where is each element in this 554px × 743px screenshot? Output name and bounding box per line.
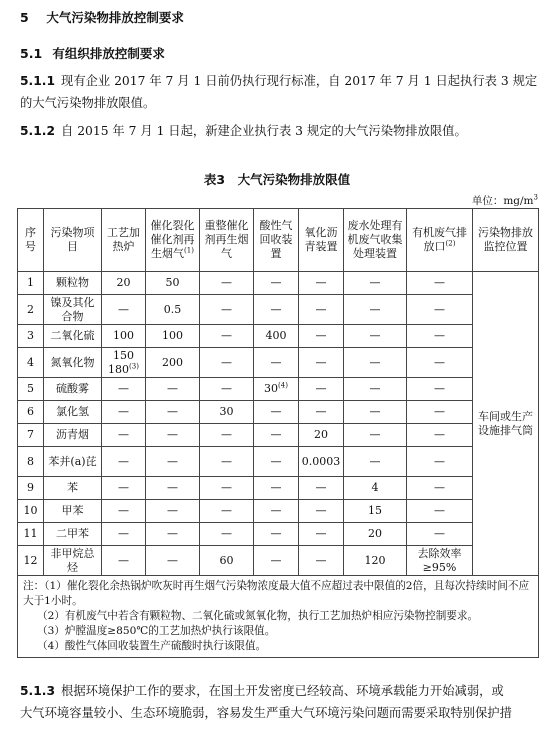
limit-value-cell: — xyxy=(407,348,473,378)
row-number-cell: 11 xyxy=(18,523,44,546)
limit-value-cell: 去除效率≥95% xyxy=(407,546,473,576)
pollutant-cell: 沥青烟 xyxy=(44,424,102,447)
limit-value-cell: — xyxy=(254,272,299,295)
row-number-cell: 10 xyxy=(18,500,44,523)
paragraph-text-line1: 根据环境保护工作的要求，在国土开发密度已经较高、环境承载能力开始减弱，或 xyxy=(61,684,504,698)
limit-value-cell: — xyxy=(200,500,254,523)
row-number-cell: 12 xyxy=(18,546,44,576)
limit-value-cell: — xyxy=(299,325,344,348)
header-cell: 重整催化剂再生烟气 xyxy=(200,209,254,272)
header-cell: 废水处理有机废气收集处理装置 xyxy=(344,209,407,272)
section-title: 大气污染物排放控制要求 xyxy=(46,10,184,25)
table-title: 表3 大气污染物排放限值 xyxy=(203,172,351,187)
limit-value-cell: — xyxy=(344,295,407,325)
row-number-cell: 5 xyxy=(18,378,44,401)
limit-value-cell: — xyxy=(102,447,146,477)
limit-value-cell: — xyxy=(200,523,254,546)
table-row xyxy=(18,378,539,401)
limit-value-cell: — xyxy=(200,477,254,500)
limit-value-cell: — xyxy=(407,378,473,401)
limit-value-cell: — xyxy=(200,447,254,477)
header-cell: 污染物排放监控位置 xyxy=(473,209,539,272)
limit-value-cell: — xyxy=(299,523,344,546)
paragraph-number: 5.1.3 xyxy=(20,684,56,698)
table-row xyxy=(18,295,539,325)
row-number-cell: 8 xyxy=(18,447,44,477)
limit-value-cell: — xyxy=(146,424,200,447)
limit-value-cell: — xyxy=(254,401,299,424)
limit-value-cell: — xyxy=(407,401,473,424)
limit-value-cell: — xyxy=(200,272,254,295)
pollutant-cell: 苯 xyxy=(44,477,102,500)
pollutant-cell: 颗粒物 xyxy=(44,272,102,295)
paragraph-number: 5.1.1 xyxy=(20,74,56,88)
limit-value-cell: — xyxy=(299,500,344,523)
limit-value-cell: — xyxy=(102,523,146,546)
limit-value-cell: 200 xyxy=(146,348,200,378)
section-number: 5 xyxy=(20,10,29,25)
limit-value-cell: 50 xyxy=(146,272,200,295)
limit-value-cell: — xyxy=(407,500,473,523)
limit-value-cell: — xyxy=(102,401,146,424)
paragraph-5-1-1 xyxy=(20,70,540,114)
pollutant-cell: 非甲烷总烃 xyxy=(44,546,102,576)
table-row xyxy=(18,348,539,378)
limit-value-cell: — xyxy=(344,447,407,477)
pollutant-cell: 甲苯 xyxy=(44,500,102,523)
monitor-location-cell: 车间或生产设施排气筒 xyxy=(473,272,539,576)
limit-value-alt: 180$^{(3)}$ xyxy=(108,361,139,376)
limit-value-cell: — xyxy=(299,348,344,378)
limit-value-cell: — xyxy=(146,500,200,523)
limit-value-cell: — xyxy=(344,348,407,378)
limit-value-cell: — xyxy=(102,546,146,576)
table-note: （2）有机废气中若含有颗粒物、二氧化硫或氮氧化物，执行工艺加热炉相应污染物控制要求。 xyxy=(37,610,479,622)
limit-value-cell: — xyxy=(344,401,407,424)
limit-value-cell: — xyxy=(407,424,473,447)
subsection-heading xyxy=(20,44,165,62)
limit-value-cell: — xyxy=(254,447,299,477)
limit-value-cell: 30 xyxy=(200,401,254,424)
header-cell: 工艺加热炉 xyxy=(102,209,146,272)
paragraph-text-line1: 现有企业 2017 年 7 月 1 日前仍执行现行标准，自 2017 年 7 月 1 日起执行表 3 规定 xyxy=(61,74,538,88)
limit-value-cell: — xyxy=(299,295,344,325)
table-row xyxy=(18,523,539,546)
table-unit: 单位：$mg/m^3$ xyxy=(471,193,538,207)
row-number-cell: 4 xyxy=(18,348,44,378)
limit-value-cell: — xyxy=(407,447,473,477)
limit-value-cell: — xyxy=(200,378,254,401)
limit-value-cell: — xyxy=(102,295,146,325)
limit-value-cell: — xyxy=(254,500,299,523)
table-note: （4）酸性气体回收装置生产硫酸时执行该限值。 xyxy=(37,640,267,652)
emission-limits-table xyxy=(17,208,539,658)
paragraph-text-line2: 的大气污染物排放限值。 xyxy=(20,96,156,110)
limit-value-cell: — xyxy=(344,272,407,295)
pollutant-cell: 二氧化硫 xyxy=(44,325,102,348)
limit-value-cell: 4 xyxy=(344,477,407,500)
limit-value-cell: — xyxy=(344,325,407,348)
limit-value-cell: 20 xyxy=(102,272,146,295)
limit-value-cell: — xyxy=(254,546,299,576)
header-cell: 污染物项目 xyxy=(44,209,102,272)
row-number-cell: 7 xyxy=(18,424,44,447)
limit-value-cell: — xyxy=(254,477,299,500)
pollutant-cell: 二甲苯 xyxy=(44,523,102,546)
limit-value-cell: — xyxy=(200,325,254,348)
row-number-cell: 9 xyxy=(18,477,44,500)
limit-value-cell: — xyxy=(102,477,146,500)
limit-value-cell: — xyxy=(299,401,344,424)
section-heading xyxy=(20,8,184,26)
footnote-marker: (2) xyxy=(445,239,456,248)
header-cell: 酸性气回收装置 xyxy=(254,209,299,272)
limit-value-cell: 400 xyxy=(254,325,299,348)
limit-value-cell: — xyxy=(146,477,200,500)
limit-value-cell: — xyxy=(299,272,344,295)
pollutant-cell: 苯并(a)芘 xyxy=(44,447,102,477)
limit-value-cell: — xyxy=(299,546,344,576)
paragraph-text-line2: 大气环境容量较小、生态环境脆弱，容易发生严重大气环境污染问题而需要采取特别保护措 xyxy=(20,706,512,720)
limit-value-cell: — xyxy=(407,325,473,348)
limit-value-cell: — xyxy=(254,295,299,325)
limit-value-cell: — xyxy=(102,500,146,523)
limit-value-cell: — xyxy=(146,523,200,546)
limit-value-cell: — xyxy=(146,447,200,477)
row-number-cell: 6 xyxy=(18,401,44,424)
limit-value-cell: — xyxy=(102,378,146,401)
table-row xyxy=(18,272,539,295)
limit-value-cell: 120 xyxy=(344,546,407,576)
pollutant-cell: 镍及其化合物 xyxy=(44,295,102,325)
row-number-cell: 1 xyxy=(18,272,44,295)
header-cell: 氧化沥青装置 xyxy=(299,209,344,272)
pollutant-cell: 氯化氢 xyxy=(44,401,102,424)
table-row xyxy=(18,401,539,424)
limit-value-cell: — xyxy=(102,424,146,447)
footnote-marker: (3) xyxy=(129,361,139,370)
limit-value-cell: — xyxy=(254,424,299,447)
limit-value-cell: — xyxy=(146,401,200,424)
limit-value-cell: — xyxy=(200,348,254,378)
paragraph-text: 自 2015 年 7 月 1 日起，新建企业执行表 3 规定的大气污染物排放限值。 xyxy=(61,124,467,138)
limit-value-cell: — xyxy=(200,295,254,325)
footnote-marker: (4) xyxy=(278,381,288,390)
table-row xyxy=(18,447,539,477)
limit-value-cell: 20 xyxy=(299,424,344,447)
limit-value-cell: 60 xyxy=(200,546,254,576)
table-note: （3）炉膛温度≥850℃的工艺加热炉执行该限值。 xyxy=(37,625,276,637)
paragraph-5-1-2 xyxy=(20,120,540,142)
limit-value-cell: 100 xyxy=(102,325,146,348)
subsection-title: 有组织排放控制要求 xyxy=(52,46,165,61)
table-header-row xyxy=(18,209,539,272)
limit-value-cell: 30$^{(4)}$ xyxy=(254,378,299,401)
subsection-number: 5.1 xyxy=(20,46,43,61)
table-row xyxy=(18,546,539,576)
limit-value-cell: — xyxy=(407,295,473,325)
limit-value-cell: — xyxy=(200,424,254,447)
pollutant-cell: 氮氧化物 xyxy=(44,348,102,378)
pollutant-cell: 硫酸雾 xyxy=(44,378,102,401)
limit-value-cell: — xyxy=(146,378,200,401)
table-row xyxy=(18,325,539,348)
limit-value-cell: 20 xyxy=(344,523,407,546)
unit-superscript: 3 xyxy=(533,193,538,202)
row-number-cell: 2 xyxy=(18,295,44,325)
limit-value-cell: — xyxy=(407,477,473,500)
table-note: 注：（1）催化裂化余热锅炉吹灰时再生烟气污染物浓度最大值不应超过表中限值的2倍，且每次持续时间不应大于1小时。 xyxy=(23,580,530,607)
limit-value-cell: — xyxy=(407,523,473,546)
limit-value-cell xyxy=(102,348,146,378)
header-cell: 催化裂化催化剂再生烟气$^{(1)}$ xyxy=(146,209,200,272)
limit-value-cell: — xyxy=(407,272,473,295)
limit-value: 150 xyxy=(113,348,134,362)
limit-value-cell: 0.5 xyxy=(146,295,200,325)
limit-value-cell: — xyxy=(299,378,344,401)
limit-value-cell: — xyxy=(299,477,344,500)
header-cell: 有机废气排放口$^{(2)}$ xyxy=(407,209,473,272)
table-row xyxy=(18,500,539,523)
table-row xyxy=(18,424,539,447)
limit-value-cell: — xyxy=(254,348,299,378)
row-number-cell: 3 xyxy=(18,325,44,348)
limit-value-cell: — xyxy=(254,523,299,546)
table-notes-row xyxy=(18,576,539,658)
limit-value-cell: — xyxy=(344,378,407,401)
limit-value-cell: 15 xyxy=(344,500,407,523)
paragraph-number: 5.1.2 xyxy=(20,124,56,138)
header-cell: 序号 xyxy=(18,209,44,272)
table-row xyxy=(18,477,539,500)
limit-value-cell: — xyxy=(146,546,200,576)
table-notes xyxy=(18,576,539,658)
limit-value-cell: 100 xyxy=(146,325,200,348)
limit-value-cell: 0.0003 xyxy=(299,447,344,477)
paragraph-5-1-3 xyxy=(20,680,540,724)
footnote-marker: (1) xyxy=(184,246,194,255)
limit-value-cell: — xyxy=(344,424,407,447)
